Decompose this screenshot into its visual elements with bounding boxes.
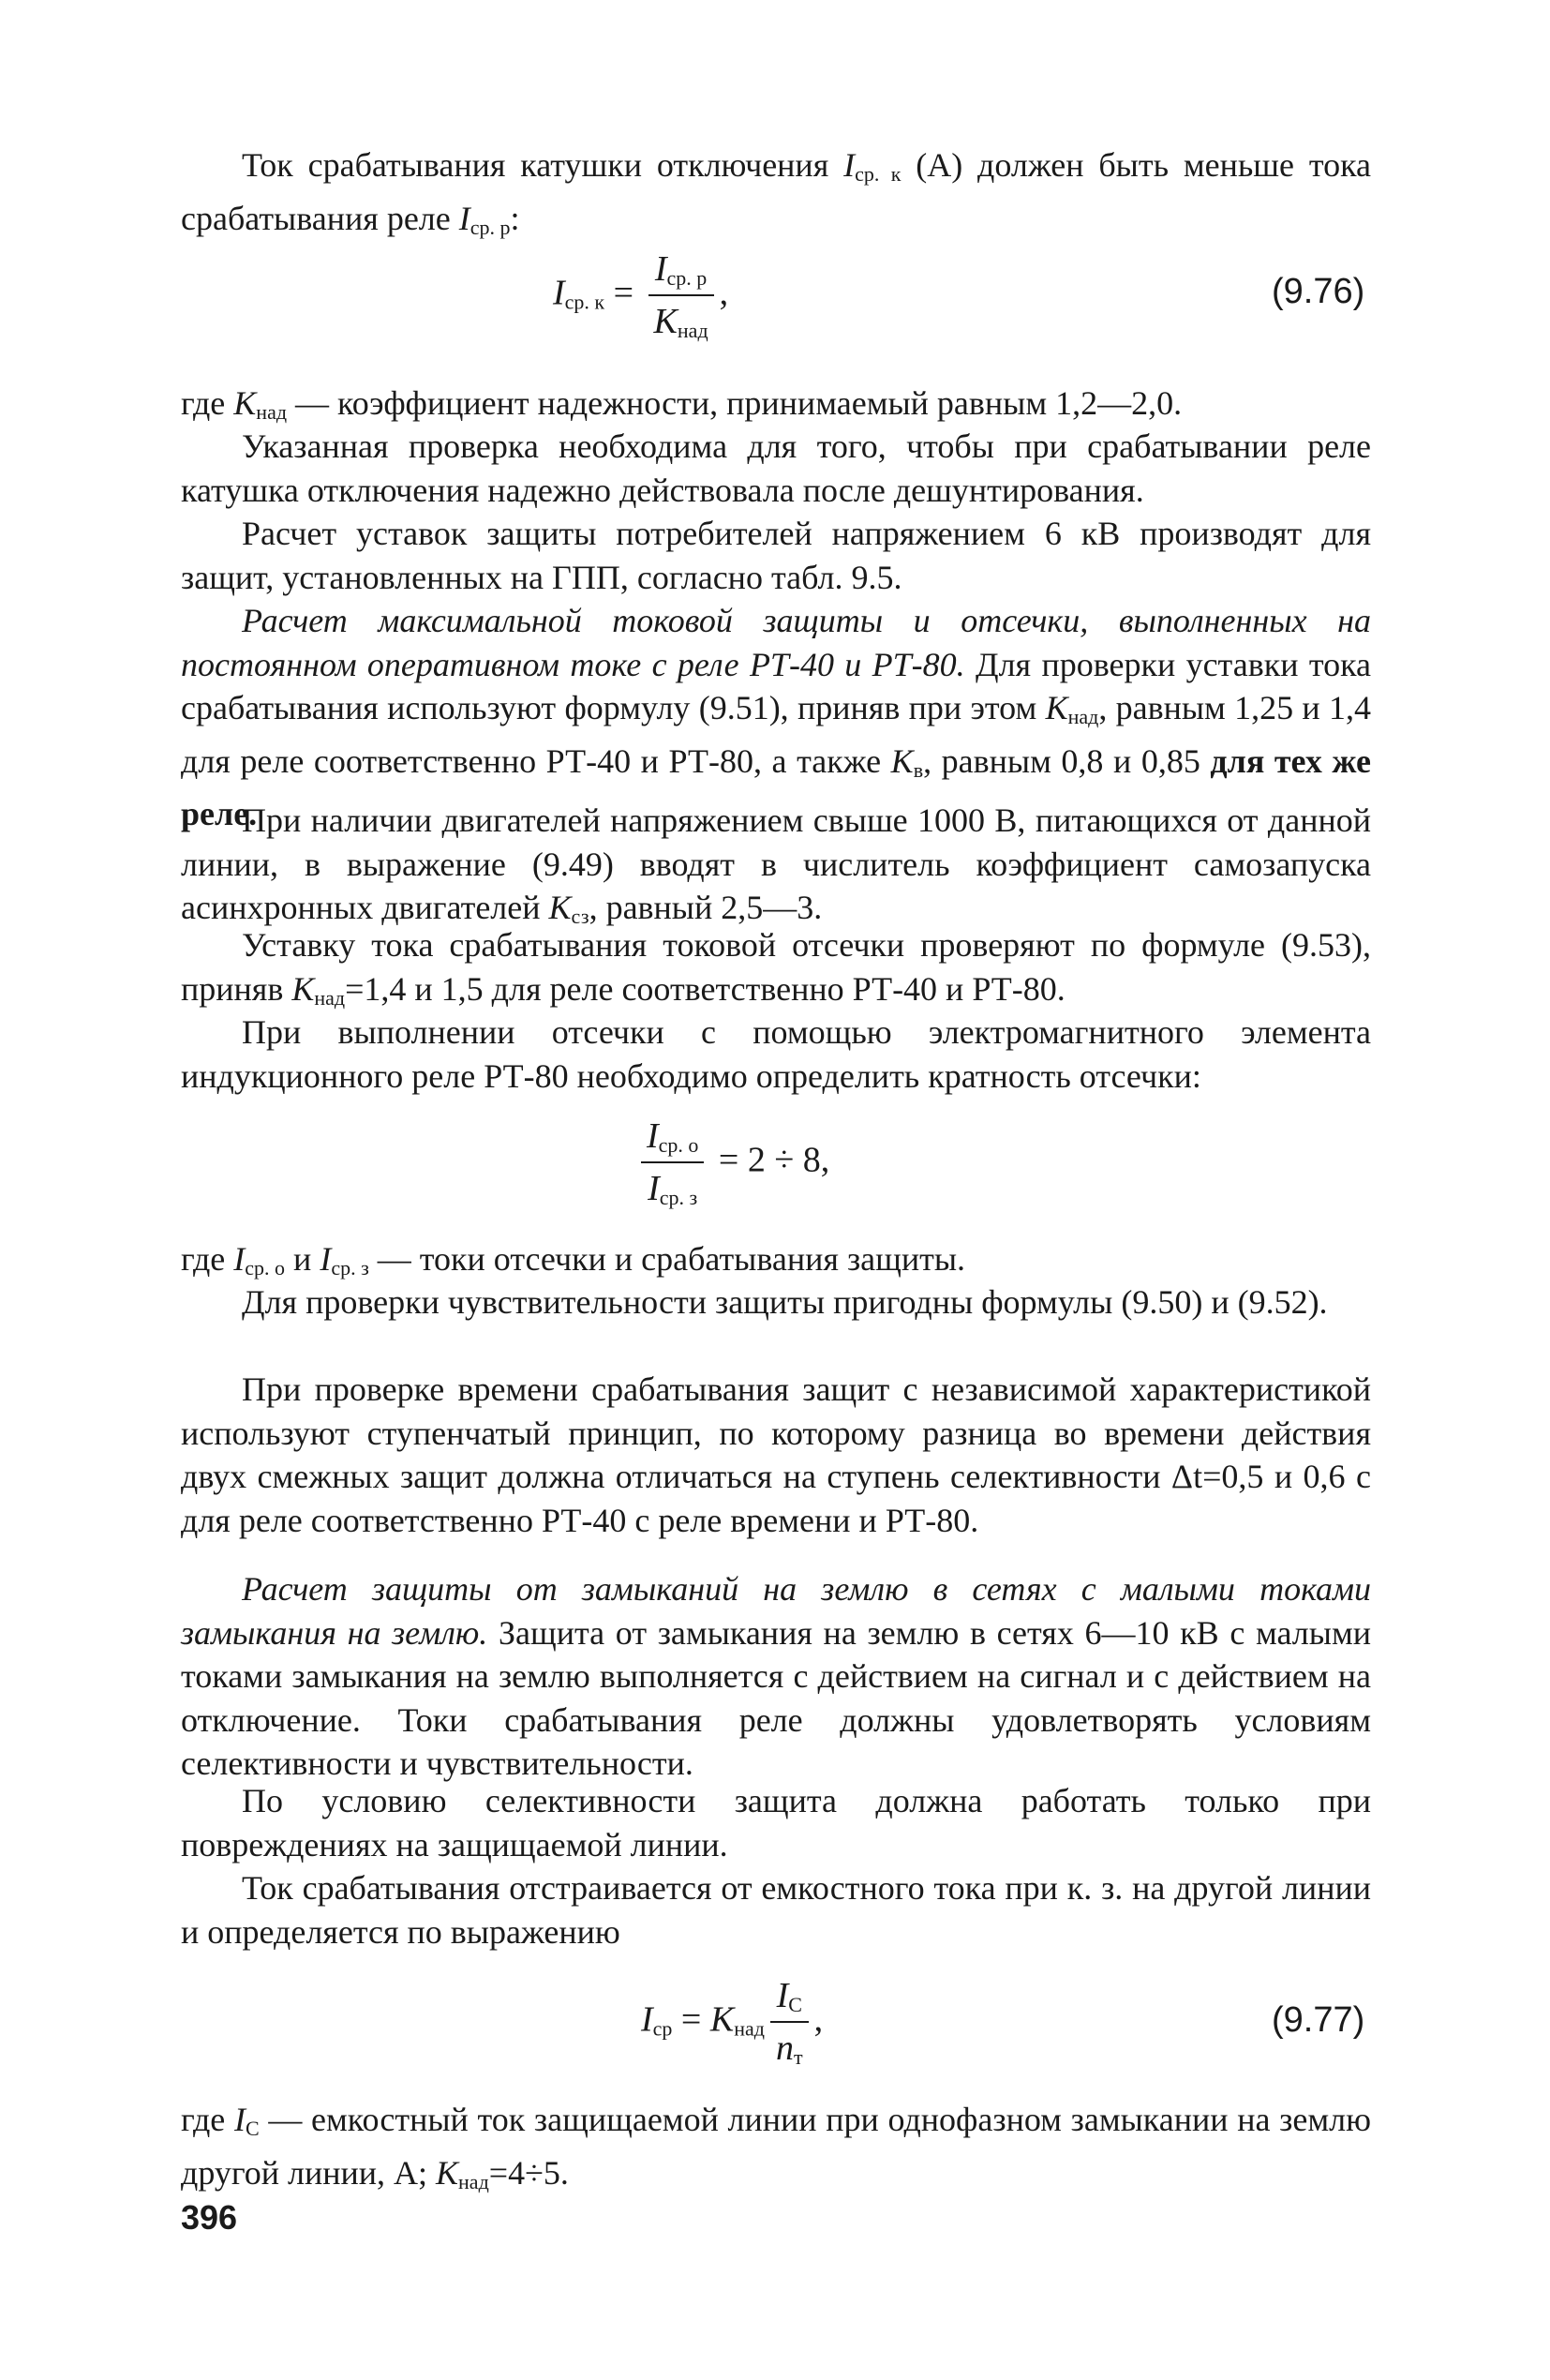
fraction-numerator xyxy=(641,1118,704,1163)
comma: , xyxy=(813,1999,824,2040)
fraction xyxy=(770,1978,809,2068)
paragraph-6 xyxy=(181,799,1371,939)
den-var: I xyxy=(648,1169,660,1208)
text: =1,4 и 1,5 для реле соответственно РТ-40 и РТ-80. xyxy=(345,969,1066,1008)
paragraph-15 xyxy=(181,2098,1371,2204)
paragraph-7 xyxy=(181,923,1371,1020)
text: При наличии двигателей напряжением свыше 1000 В, питающихся от данной линии, в выражение (9.49) вводят в числитель коэффициент самозапуска асинхронных двигателей xyxy=(181,801,1371,927)
var-i: I xyxy=(458,199,470,237)
formula-lhs: I xyxy=(553,273,565,313)
var-k: K xyxy=(890,741,914,780)
var-i: I xyxy=(233,2101,246,2138)
var-i: I xyxy=(320,1240,332,1278)
fraction xyxy=(641,1118,704,1208)
var-i: I xyxy=(843,146,856,184)
text: где xyxy=(181,2101,234,2138)
den-sub: т xyxy=(793,2045,803,2069)
bold-text: для тех же реле. xyxy=(181,741,1371,833)
text: — коэффициент надежности, принимаемый равным 1,2—2,0. xyxy=(287,384,1183,422)
num-sub: ср. р xyxy=(666,266,708,290)
page-number: 396 xyxy=(181,2198,238,2237)
formula-9-76 xyxy=(553,251,728,341)
text: — токи отсечки и срабатывания защиты. xyxy=(368,1240,966,1278)
paragraph-14: Ток срабатывания отстраивается от емкостного тока при к. з. на другой линии и определяется по выражению xyxy=(181,1869,1371,1951)
fraction xyxy=(648,251,714,341)
var-k: K xyxy=(291,969,315,1008)
text: Уставку тока срабатывания токовой отсечки проверяют по формуле (9.53), приняв xyxy=(181,926,1371,1008)
paragraph-3: Указанная проверка необходима для того, чтобы при срабатывании реле катушка отключения надежно действовала после дешунтирования. xyxy=(181,427,1371,509)
num-var: I xyxy=(647,1116,659,1156)
paragraph-11: При проверке времени срабатывания защит с независимой характеристикой используют ступенчатый принцип, по которому разница во времени действия двух смежных защит должна отличаться на ступень селективности Δt=0,5 и 0,6 с для реле соответственно РТ-40 с реле времени и РТ-80. xyxy=(181,1370,1371,1539)
text: где xyxy=(181,1240,234,1278)
sub: над xyxy=(1067,705,1099,729)
comma: , xyxy=(719,273,729,313)
text: Ток срабатывания катушки отключения xyxy=(242,146,844,184)
paragraph-10: Для проверки чувствительности защиты пригодны формулы (9.50) и (9.52). xyxy=(242,1283,1328,1321)
var-k: K xyxy=(548,889,572,927)
paragraph-13: По условию селективности защита должна работать только при повреждениях на защищаемой линии. xyxy=(181,1782,1371,1864)
equation-number: (9.77) xyxy=(1272,2000,1365,2040)
text: , равным 1,25 и 1,4 для реле соответственно РТ-40 и РТ-80, а также xyxy=(181,689,1371,780)
formula-9-77 xyxy=(641,1978,823,2068)
sub: C xyxy=(245,2117,260,2140)
formula-rhs: = 2 ÷ 8, xyxy=(709,1140,830,1180)
sub: ср. з xyxy=(331,1256,369,1280)
formula-lhs-sub: ср xyxy=(652,2016,673,2041)
formula-cutoff-ratio xyxy=(635,1118,829,1208)
num-sub: C xyxy=(788,1993,802,2016)
text: , равным 0,8 и 0,85 xyxy=(923,741,1211,780)
text: Для проверки уставки тока срабатывания используют формулу (9.51), приняв при этом xyxy=(181,645,1371,727)
text: где xyxy=(181,384,234,422)
text: (А) должен быть меньше тока срабатывания реле xyxy=(181,146,1372,237)
text: : xyxy=(510,199,520,237)
den-sub: ср. з xyxy=(659,1186,698,1209)
equals-sign: = xyxy=(672,1999,710,2040)
var-k: K xyxy=(436,2153,459,2192)
equals-sign: = xyxy=(604,273,643,313)
sub: в xyxy=(913,757,924,782)
text: , равный 2,5—3. xyxy=(589,889,823,927)
var-k: K xyxy=(709,1999,735,2040)
fraction-denominator xyxy=(648,296,714,341)
paragraph-12 xyxy=(181,1567,1371,1786)
den-sub: над xyxy=(677,319,708,342)
formula-lhs-sub: ср. к xyxy=(564,290,605,314)
den-var: K xyxy=(653,302,678,341)
num-sub: ср. о xyxy=(658,1133,699,1157)
text: Защита от замыкания на землю в сетях 6—10 кВ с малыми токами замыкания на землю выполняется с действием на сигнал и с действием на отключение. Токи срабатывания реле должны удовлетворять условиям селективности и чувствительности. xyxy=(181,1613,1371,1783)
fraction-denominator xyxy=(641,1163,704,1208)
fraction-numerator xyxy=(770,1978,809,2023)
text: — емкостный ток защищаемой линии при однофазном замыкании на землю другой линии, А; xyxy=(181,2101,1371,2192)
fraction-denominator xyxy=(770,2023,809,2068)
text: и xyxy=(285,1240,320,1278)
text: =4÷5. xyxy=(488,2153,569,2192)
sub: ср. к xyxy=(855,162,902,186)
num-var: I xyxy=(654,249,667,289)
sub: сз xyxy=(571,905,589,929)
italic-heading: Расчет максимальной токовой защиты и отсечки, выполненных на постоянном оперативном токе с реле РТ-40 и РТ-80. xyxy=(181,602,1371,683)
formula-lhs: I xyxy=(641,1999,653,2040)
sub: ср. р xyxy=(469,215,511,239)
var-k: K xyxy=(233,384,257,422)
sub: над xyxy=(256,400,288,424)
var-i: I xyxy=(233,1240,246,1278)
den-var: n xyxy=(775,2028,794,2068)
italic-heading: Расчет защиты от замыканий на землю в сетях с малыми токами замыкания на землю. xyxy=(181,1570,1371,1652)
paragraph-4: Расчет уставок защиты потребителей напряжением 6 кВ производят для защит, установленных на ГПП, согласно табл. 9.5. xyxy=(181,515,1371,596)
sub: над xyxy=(734,2016,765,2041)
paragraph-8: При выполнении отсечки с помощью электромагнитного элемента индукционного реле РТ-80 необходимо определить кратность отсечки: xyxy=(181,1013,1371,1095)
fraction-numerator xyxy=(648,251,714,296)
equation-number: (9.76) xyxy=(1272,272,1365,311)
sub: над xyxy=(314,985,346,1010)
var-k: K xyxy=(1045,689,1068,727)
num-var: I xyxy=(776,1976,789,2015)
paragraph-1 xyxy=(181,143,1371,249)
sub: над xyxy=(458,2169,489,2193)
sub: ср. о xyxy=(245,1256,286,1280)
